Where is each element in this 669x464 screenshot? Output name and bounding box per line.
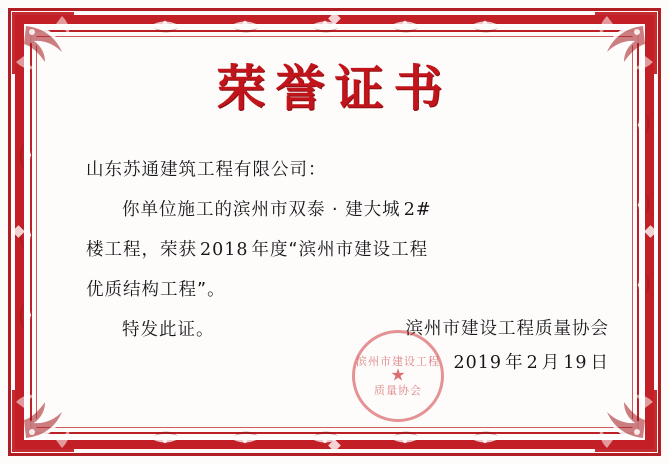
- seal-text-bottom: 质量协会: [374, 384, 422, 397]
- issuer-name: 滨州市建设工程质量协会: [405, 319, 609, 339]
- certificate-title: 荣誉证书: [216, 59, 453, 117]
- building-number: 2#: [403, 200, 432, 220]
- issue-year-label: 年: [505, 353, 524, 373]
- body-line-2-prefix: 楼工程，荣获: [86, 240, 197, 260]
- seal-star-icon: ★: [390, 365, 406, 386]
- body-line-2: [44, 230, 625, 270]
- issue-year: 2019: [453, 353, 503, 373]
- body-line-1: [44, 190, 625, 230]
- recipient-line: 山东苏通建筑工程有限公司：: [86, 160, 327, 180]
- signature-block: [406, 312, 610, 380]
- award-year: 2018: [200, 240, 249, 260]
- issue-day-label: 日: [590, 353, 609, 373]
- issue-day: 19: [563, 353, 588, 373]
- body-line-4: 特发此证。: [122, 320, 215, 340]
- issue-date: [406, 346, 610, 380]
- certificate-content: [44, 40, 625, 424]
- issue-month-label: 月: [541, 353, 561, 373]
- body-line-3: 优质结构工程”。: [86, 280, 226, 300]
- issue-month: 2: [526, 353, 539, 373]
- seal-text-top: 滨州市建设工程: [356, 355, 440, 368]
- body-line-2-suffix: 年度“滨州市建设工程: [251, 240, 429, 260]
- body-line-1-prefix: 你单位施工的滨州市双泰 · 建大城: [122, 200, 401, 220]
